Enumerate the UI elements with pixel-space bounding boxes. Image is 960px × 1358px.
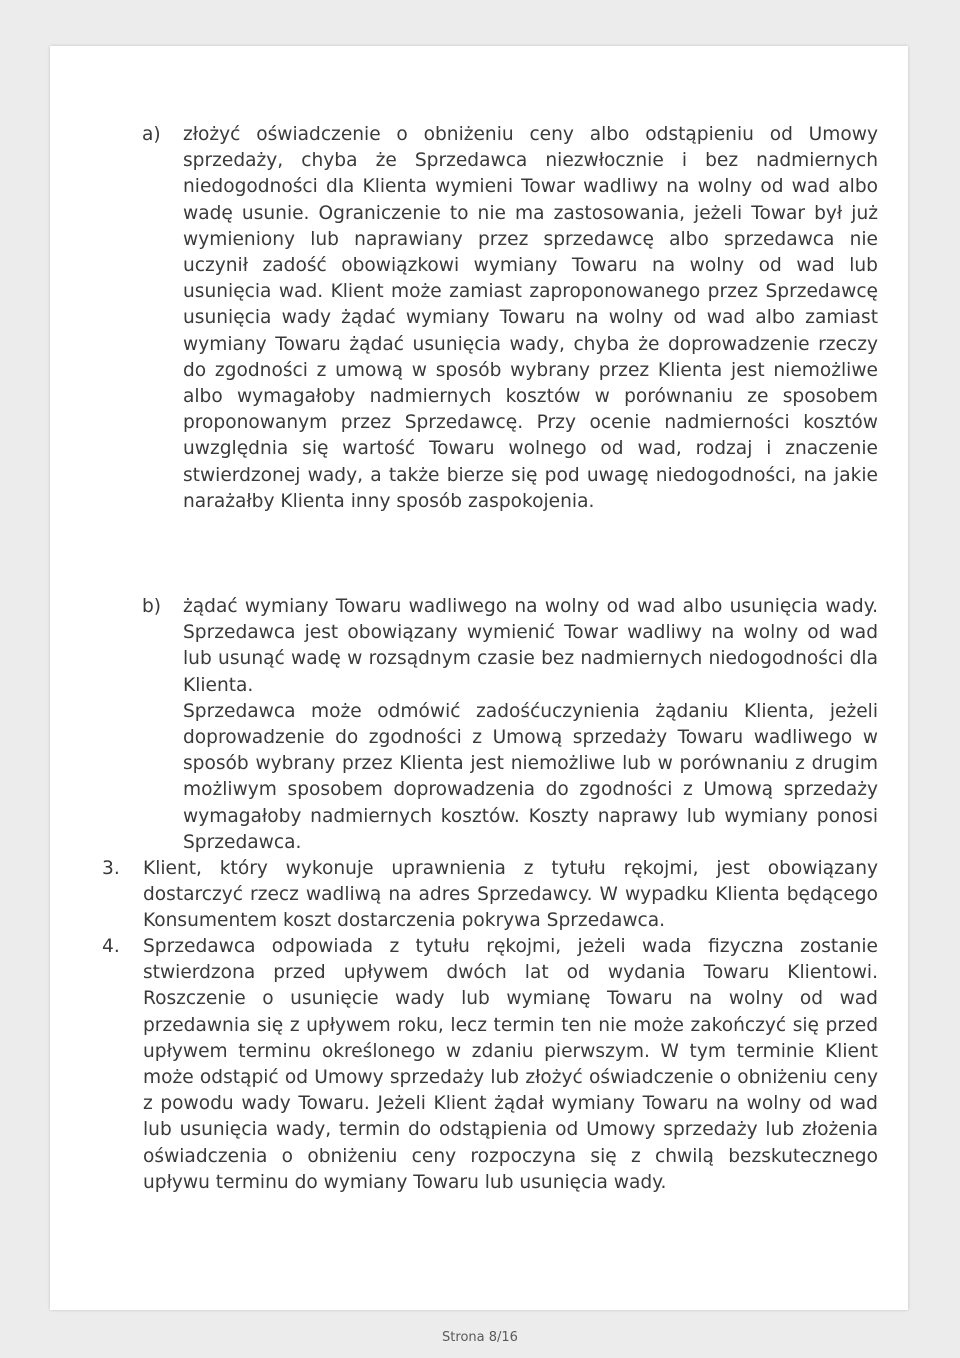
paragraph: Sprzedawca może odmówić zadośćuczynienia żądaniu Klienta, jeżeli doprowadzenie do zgodności z Umową sprzedaży Towaru wadliwego w sposób wybrany przez Klienta jest niemożliwe lub w porównaniu z drugim możliwym sposobem doprowadzenia do zgodności z Umową sprzedaży wymagałoby nadmiernych kosztów. Koszty naprawy lub wymiany ponosi Sprzedawca. — [183, 700, 878, 853]
list-item-body — [183, 122, 878, 515]
list-item-3 — [102, 856, 878, 935]
paragraph: złożyć oświadczenie o obniżeniu ceny albo odstąpieniu od Umowy sprzedaży, chyba że Sprzedawca niezwłocznie i bez nadmiernych niedogodności dla Klienta wymieni Towar wadliwy na wolny od wad albo wadę usunie. Ograniczenie to nie ma zastosowania, jeżeli Towar był już wymieniony lub naprawiany przez sprzedawcę albo sprzedawca nie uczynił zadość obowiązkowi wymiany Towaru na wolny od wad lub usunięcia wad. Klient może zamiast zaproponowanego przez Sprzedawcę usunięcia wady żądać wymiany Towaru na wolny od wad albo zamiast wymiany Towaru żądać usunięcia wady, chyba że doprowadzenie rzeczy do zgodności z umową w sposób wybrany przez Klienta jest niemożliwe albo wymagałoby nadmiernych kosztów w porównaniu ze sposobem proponowanym przez Sprzedawcę. Przy ocenie nadmierności kosztów uwzględnia się wartość Towaru wolnego od wad, rodzaj i znaczenie stwierdzonej wady, a także bierze się pod uwagę niedogodności, na jakie narażałby Klienta inny sposób zaspokojenia. — [183, 124, 878, 512]
list-item-4 — [102, 934, 878, 1196]
document-page — [50, 46, 908, 1310]
paragraph: żądać wymiany Towaru wadliwego na wolny od wad albo usunięcia wady. Sprzedawca jest obowiązany wymienić Towar wadliwy na wolny od wad lub usunąć wadę w rozsądnym czasie bez nadmiernych niedogodności dla Klienta. — [183, 596, 878, 696]
list-marker: a) — [142, 124, 161, 145]
list-item-body — [183, 594, 878, 856]
list-marker: 4. — [102, 936, 120, 957]
list-item-a — [142, 122, 878, 515]
paragraph: Sprzedawca odpowiada z tytułu rękojmi, jeżeli wada fizyczna zostanie stwierdzona przed upływem dwóch lat od wydania Towaru Klientowi. Roszczenie o usunięcie wady lub wymianę Towaru na wolny od wad przedawnia się z upływem roku, lecz termin ten nie może zakończyć się przed upływem terminu określonego w zdaniu pierwszym. W tym terminie Klient może odstąpić od Umowy sprzedaży lub złożyć oświadczenie o obniżeniu ceny z powodu wady Towaru. Jeżeli Klient żądał wymiany Towaru na wolny od wad lub usunięcia wady, termin do odstąpienia od Umowy sprzedaży lub złożenia oświadczenia o obniżeniu ceny rozpoczyna się z chwilą bezskutecznego upływu terminu do wymiany Towaru lub usunięcia wady. — [143, 936, 878, 1193]
list-item-body — [143, 934, 878, 1196]
page-number: Strona 8/16 — [442, 1330, 518, 1345]
page-content — [50, 46, 908, 1310]
list-item-b — [142, 594, 878, 856]
paragraph: Klient, który wykonuje uprawnienia z tytułu rękojmi, jest obowiązany dostarczyć rzecz wadliwą na adres Sprzedawcy. W wypadku Klienta będącego Konsumentem koszt dostarczenia pokrywa Sprzedawca. — [143, 858, 878, 932]
list-item-body — [143, 856, 878, 935]
list-marker: b) — [142, 596, 162, 617]
list-marker: 3. — [102, 858, 120, 879]
